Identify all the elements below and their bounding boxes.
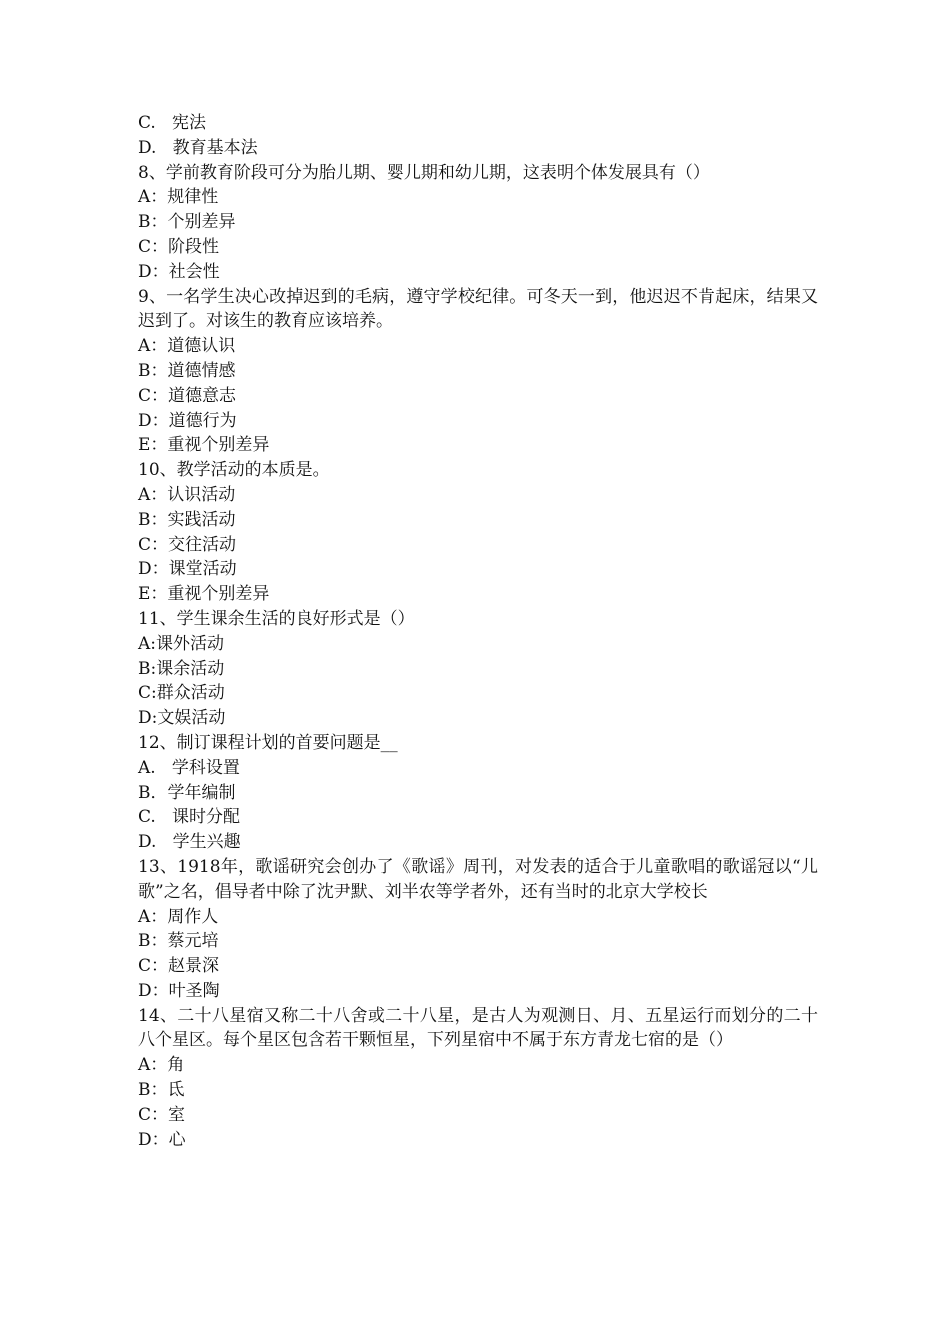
- question-text: 10、教学活动的本质是。: [138, 460, 330, 481]
- answer-option: A. 学科设置: [138, 757, 240, 778]
- answer-option: B：蔡元培: [138, 931, 219, 952]
- answer-option: A：道德认识: [138, 336, 236, 357]
- answer-option: B：氐: [138, 1080, 185, 1101]
- answer-option: A：规律性: [138, 187, 219, 208]
- answer-option: D：叶圣陶: [138, 980, 220, 1001]
- answer-option: E：重视个别差异: [138, 584, 270, 605]
- question-text: 11、学生课余生活的良好形式是（）: [138, 608, 415, 629]
- question-text: 13、1918年，歌谣研究会创办了《歌谣》周刊，对发表的适合于儿童歌唱的歌谣冠以“儿歌”之名，倡导者中除了沈尹默、刘半农等学者外，还有当时的北京大学校长: [138, 856, 818, 902]
- answer-option: B：个别差异: [138, 212, 236, 233]
- answer-option: E：重视个别差异: [138, 435, 270, 456]
- answer-option: C:群众活动: [138, 683, 225, 704]
- question-text: 8、学前教育阶段可分为胎儿期、婴儿期和幼儿期，这表明个体发展具有（）: [138, 162, 710, 183]
- question-text: 9、一名学生决心改掉迟到的毛病，遵守学校纪律。可冬天一到，他迟迟不肯起床，结果又迟到了。对该生的教育应该培养。: [138, 286, 818, 332]
- answer-option: A：周作人: [138, 906, 219, 927]
- answer-option: B．学年编制: [138, 782, 236, 803]
- answer-option: A:课外活动: [138, 633, 225, 654]
- answer-option: D:文娱活动: [138, 708, 226, 729]
- answer-option: D. 学生兴趣: [138, 832, 241, 853]
- answer-option: D：道德行为: [138, 410, 237, 431]
- answer-option: C：阶段性: [138, 236, 220, 257]
- question-text: 14、二十八星宿又称二十八舍或二十八星，是古人为观测日、月、五星运行而划分的二十八个星区。每个星区包含若干颗恒星，下列星宿中不属于东方青龙七宿的是（）: [138, 1005, 818, 1051]
- answer-option: D：心: [138, 1129, 186, 1150]
- answer-option: C：赵景深: [138, 956, 220, 977]
- answer-option: C：交往活动: [138, 534, 237, 555]
- answer-option: D. 教育基本法: [138, 137, 258, 158]
- answer-option: D：社会性: [138, 261, 220, 282]
- answer-option: B:课余活动: [138, 658, 225, 679]
- answer-option: C：室: [138, 1104, 186, 1125]
- question-text: 12、制订课程计划的首要问题是__: [138, 732, 398, 753]
- answer-option: A：角: [138, 1055, 185, 1076]
- answer-option: C：道德意志: [138, 385, 237, 406]
- answer-option: B：道德情感: [138, 360, 236, 381]
- answer-option: A：认识活动: [138, 484, 236, 505]
- answer-option: D：课堂活动: [138, 559, 237, 580]
- answer-option: C. 课时分配: [138, 807, 241, 828]
- answer-option: C. 宪法: [138, 113, 207, 133]
- document-body: [138, 111, 818, 1152]
- answer-option: B：实践活动: [138, 509, 236, 530]
